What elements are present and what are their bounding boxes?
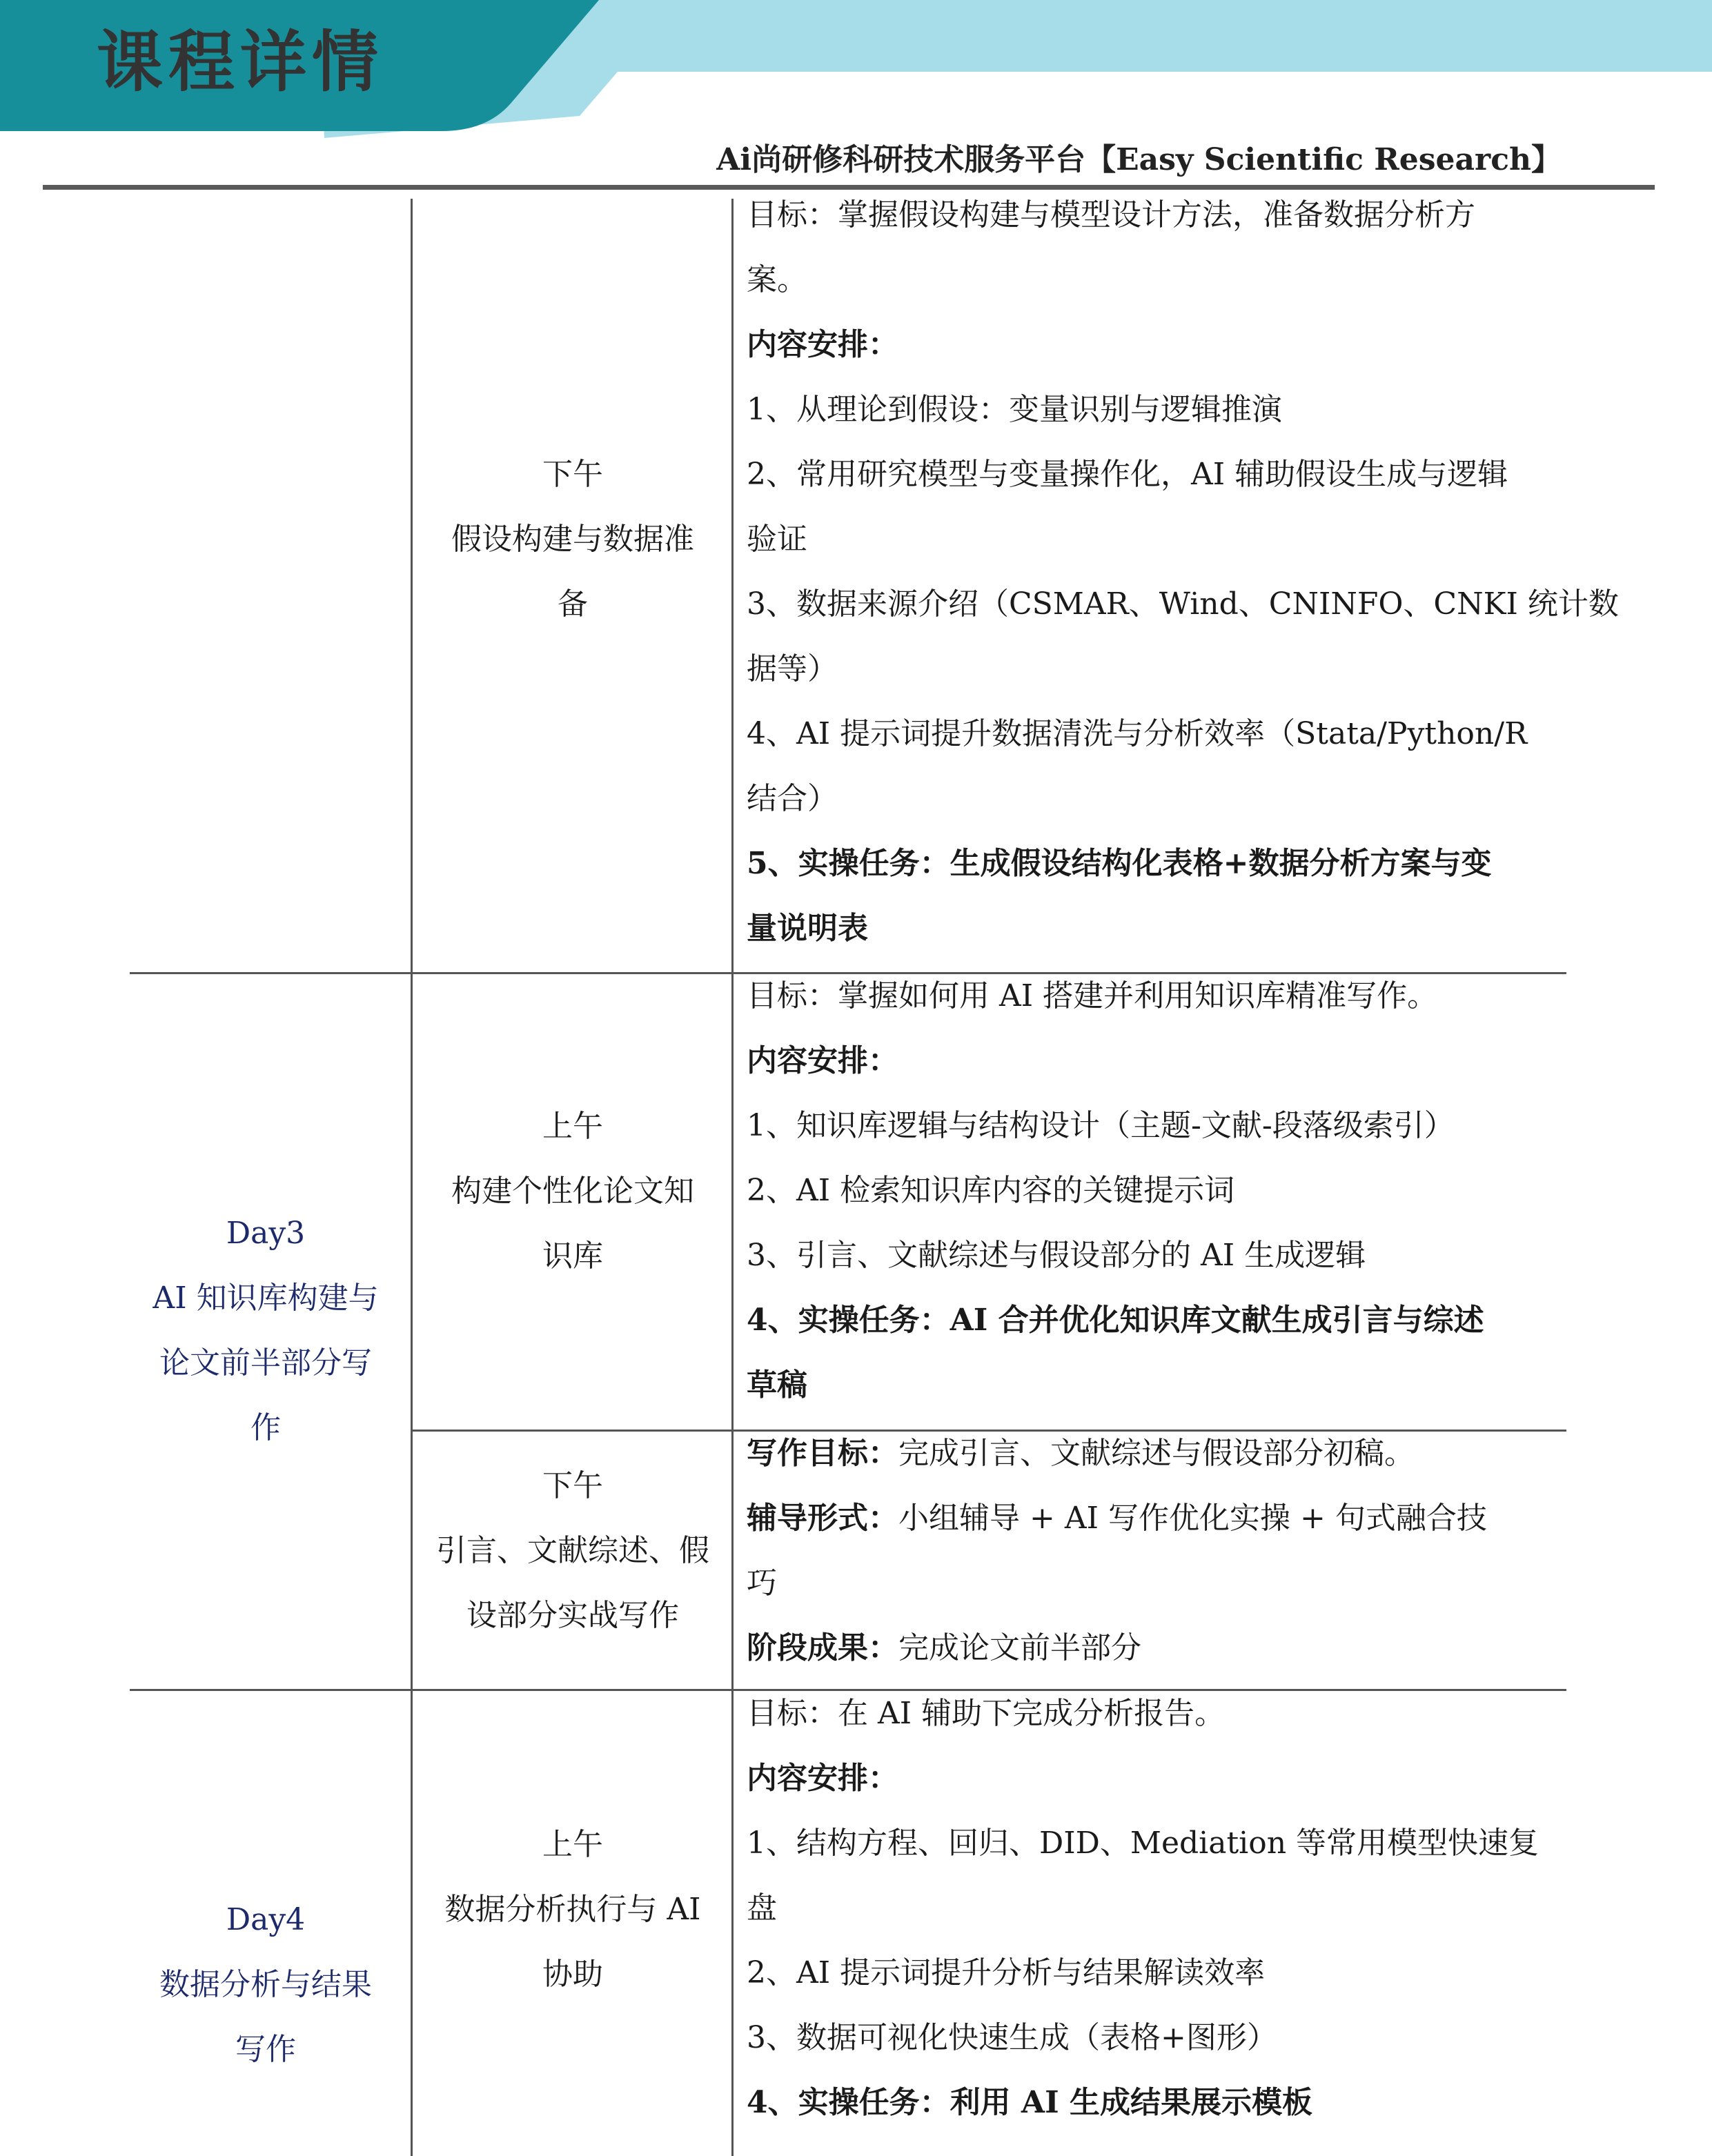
content-line: 1、知识库逻辑与结构设计（主题-文献-段落级索引） [747,1108,1455,1143]
session-title: 识库 [542,1238,603,1274]
content-task: 4、实操任务：AI 合并优化知识库文献生成引言与综述 [747,1303,1484,1338]
content-heading: 内容安排： [747,1761,898,1796]
session-time: 上午 [542,1109,603,1144]
content-line: 2、AI 提示词提升分析与结果解读效率 [747,1955,1266,1990]
content-cell-writing [747,1421,1568,1681]
field-label: 写作目标： [747,1436,898,1471]
content-line: 目标：在 AI 辅助下完成分析报告。 [747,1696,1226,1731]
session-time: 上午 [542,1827,603,1862]
content-cell-knowledge-base [747,964,1568,1418]
content-heading: 内容安排： [747,1043,898,1078]
day-title: 数据分析与结果 [159,1967,372,2002]
day-cell-day4 [131,1888,400,2082]
field-value: 完成引言、文献综述与假设部分初稿。 [898,1436,1415,1471]
content-line [747,1616,1568,1681]
session-cell-morning-analysis [416,1812,729,2007]
table-divider-col2 [731,199,734,2156]
content-task: 5、实操任务：生成假设结构化表格+数据分析方案与变 [747,846,1492,881]
content-line: 目标：掌握如何用 AI 搭建并利用知识库精准写作。 [747,978,1438,1013]
content-line: 目标：掌握假设构建与模型设计方法，准备数据分析方 [747,197,1475,233]
session-title: 数据分析执行与 AI [444,1892,701,1927]
content-line: 据等） [747,651,838,686]
field-label: 辅导形式： [747,1501,898,1536]
content-task: 量说明表 [747,911,868,946]
content-line: 3、数据可视化快速生成（表格+图形） [747,2020,1277,2055]
day-label: Day4 [226,1902,306,1937]
content-line: 巧 [747,1565,777,1601]
content-line: 案。 [747,262,807,297]
session-time: 下午 [542,1468,603,1503]
day-cell-day3 [131,1201,400,1461]
field-value: 完成论文前半部分 [898,1630,1141,1665]
content-line: 3、数据来源介绍（CSMAR、Wind、CNINFO、CNKI 统计数 [747,586,1619,622]
session-title: 假设构建与数据准 [451,522,694,557]
content-line [747,1486,1568,1551]
field-value: 小组辅导 + AI 写作优化实操 + 句式融合技 [898,1501,1487,1536]
session-time: 下午 [542,457,603,492]
session-cell-afternoon-writing [416,1454,729,1648]
session-title: 构建个性化论文知 [451,1174,694,1209]
content-line: 结合） [747,781,838,816]
content-line: 1、结构方程、回归、DID、Mediation 等常用模型快速复 [747,1826,1539,1861]
section-title: 课程详情 [97,23,384,101]
session-cell-afternoon-hypothesis [416,442,729,637]
content-line: 盘 [747,1890,777,1926]
day-label: Day3 [226,1216,306,1251]
content-heading: 内容安排： [747,327,898,362]
content-task: 草稿 [747,1367,807,1403]
session-cell-morning-knowledge-base [416,1094,729,1289]
content-line: 验证 [747,522,807,557]
content-line: 4、AI 提示词提升数据清洗与分析效率（Stata/Python/R [747,716,1528,751]
content-cell-hypothesis [747,183,1619,961]
content-line: 1、从理论到假设：变量识别与逻辑推演 [747,392,1282,427]
day-title: 作 [250,1410,281,1445]
platform-name: Ai尚研修科研技术服务平台【Easy Scientific Research】 [716,142,1562,177]
session-title: 备 [558,586,588,622]
field-label: 阶段成果： [747,1630,898,1665]
content-line [747,1421,1568,1486]
session-title: 协助 [542,1957,603,1992]
content-line: 2、常用研究模型与变量操作化，AI 辅助假设生成与逻辑 [747,457,1508,492]
content-task: 4、实操任务：利用 AI 生成结果展示模板 [747,2085,1312,2120]
table-divider-col1 [411,199,413,2156]
session-title: 引言、文献综述、假 [436,1533,709,1568]
day-title: 写作 [235,2032,296,2067]
content-cell-analysis [747,1681,1568,2135]
session-title: 设部分实战写作 [466,1598,679,1633]
content-line: 3、引言、文献综述与假设部分的 AI 生成逻辑 [747,1238,1366,1273]
day-title: AI 知识库构建与 [152,1280,379,1316]
content-line: 2、AI 检索知识库内容的关键提示词 [747,1173,1235,1208]
day-title: 论文前半部分写 [159,1345,372,1381]
